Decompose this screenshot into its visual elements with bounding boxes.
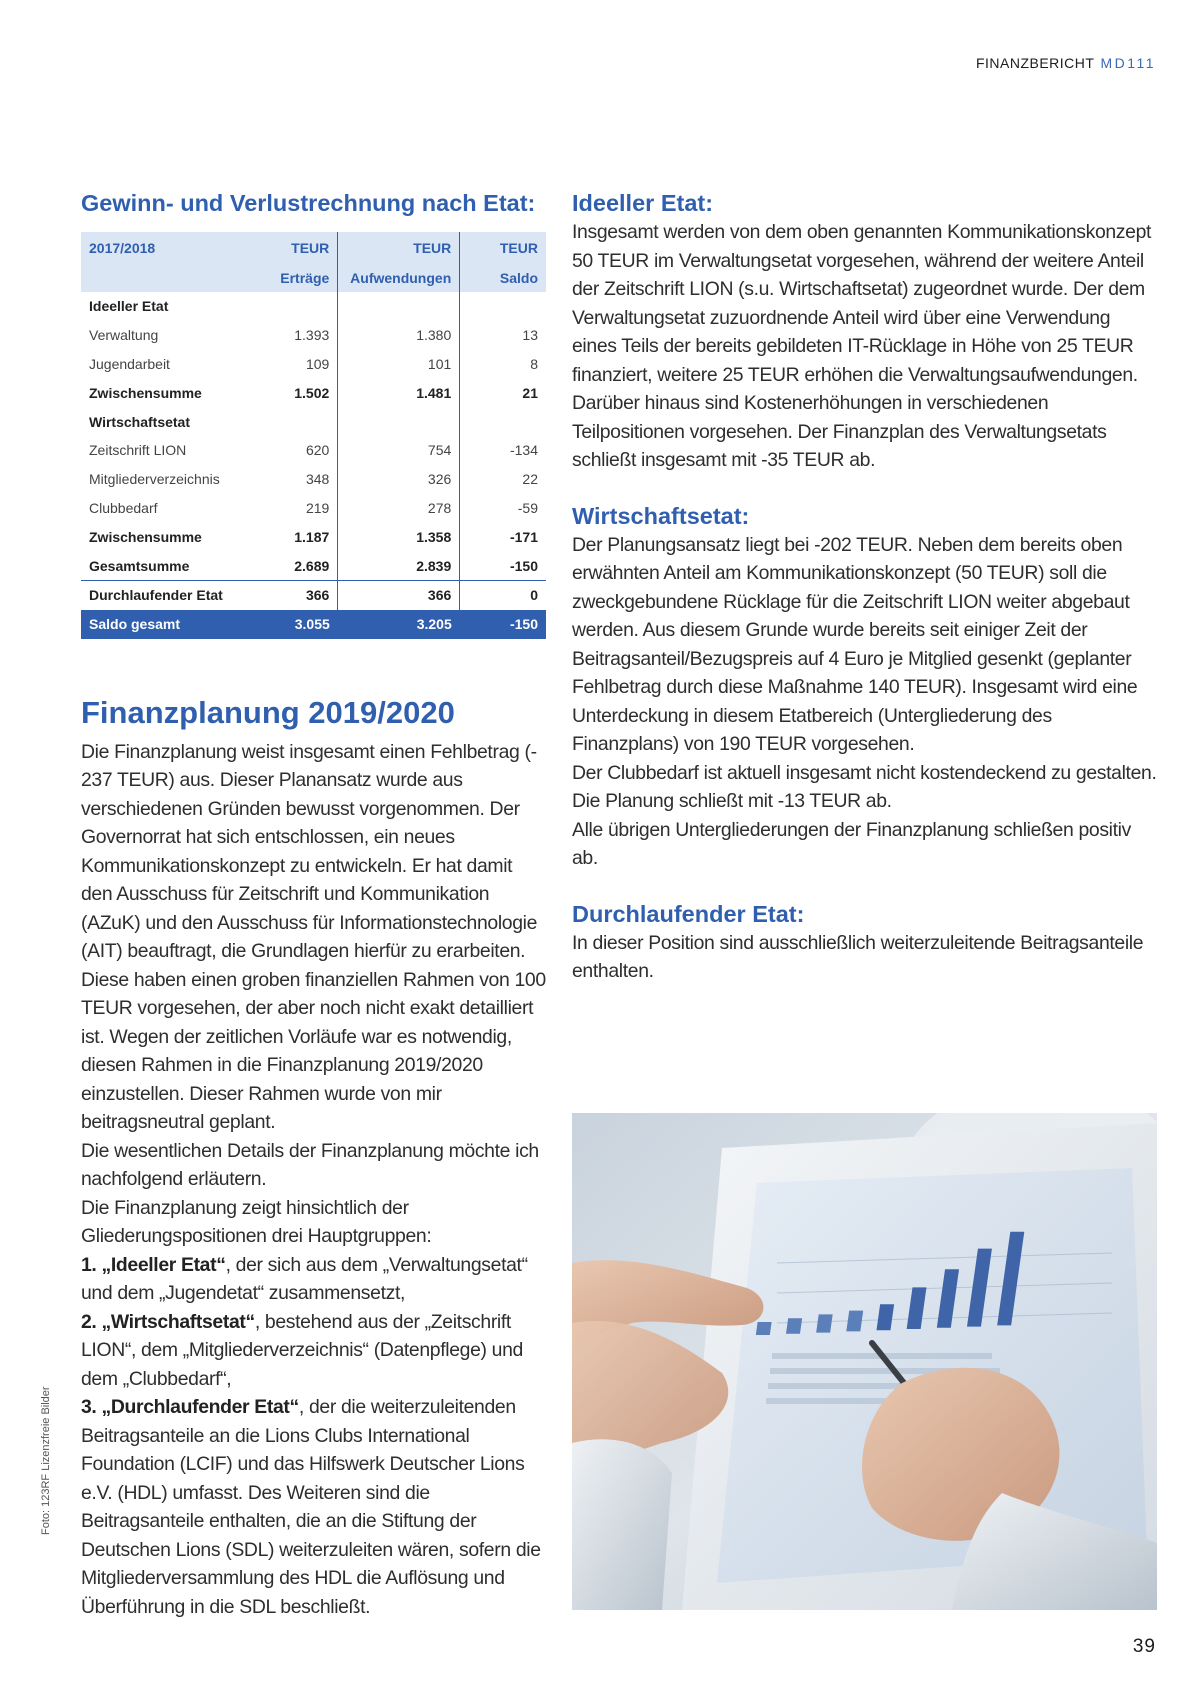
profit-loss-table xyxy=(81,232,546,639)
table-row: Zwischensumme 1.502 1.481 21 xyxy=(81,378,546,407)
col-aufwendungen: Aufwendungen xyxy=(338,264,460,292)
table-row: Durchlaufender Etat 366 366 0 xyxy=(81,580,546,609)
wirtschaft-title: Wirtschaftsetat: xyxy=(572,502,750,529)
finanzplanung-paragraph-3: Die Finanzplanung zeigt hinsichtlich der Gliederungspositionen drei Hauptgruppen: xyxy=(81,1196,432,1248)
finanzplanung-paragraph-1: Die Finanzplanung weist insgesamt einen Fehlbetrag (- 237 TEUR) aus. Dieser Planansatz wurde aus verschiedenen Gründen bewusst vorgenommen. Der Governorrat hat sich entschlossen, ein neues Kommunikationskonzept zu entwickeln. Er hat damit den Ausschuss für Zeitschrift und Kommunikation (AZuK) und den Ausschuss für Informationstechnologie (AIT) beauftragt, die Grundlagen hierfür zu erarbeiten. Diese haben einen groben finanziellen Rahmen von 100 TEUR vorgesehen, der aber noch nicht exakt detailliert ist. Wegen der zeitlichen Vorläufe war es notwendig, diesen Rahmen in die Finanzplanung 2019/2020 einzustellen. Dieser Rahmen wurde von mir beitragsneutral geplant. xyxy=(81,740,546,1134)
ideeller-title: Ideeller Etat: xyxy=(572,190,714,216)
chart-bar xyxy=(756,1322,772,1335)
chart-bar xyxy=(846,1311,863,1332)
table-heading: Gewinn- und Verlustrechnung nach Etat: xyxy=(81,190,536,216)
table-row: Clubbedarf 219 278 -59 xyxy=(81,494,546,523)
list-item-3: 3. „Durchlaufender Etat“, der die weiterzuleitenden Beitragsanteile an die Lions Clubs International Foundation (LCIF) und das Hilfswerk Deutscher Lions e.V. (HDL) umfasst. Des Weiteren sind die Beitragsanteile enthalten, die an die Stiftung der Deutschen Lions (SDL) weiterzuleiten wären, sofern die Mitgliederversammlung des HDL die Auflösung und Überführung in die SDL beschließt. xyxy=(81,1396,541,1618)
list-item-1: 1. „Ideeller Etat“, der sich aus dem „Verwaltungsetat“ und dem „Jugendetat“ zusammensetzt, xyxy=(81,1253,528,1305)
running-header xyxy=(976,55,1156,71)
unit-header-ertraege: TEUR xyxy=(259,232,338,264)
left-sleeve xyxy=(572,1439,672,1610)
col-saldo: Saldo xyxy=(460,264,546,292)
wirtschaft-paragraph-1: Der Planungsansatz liegt bei -202 TEUR. Neben dem bereits oben erwähnten Anteil am Kommunikationskonzept (50 TEUR) soll die zweckgebundene Rücklage für die Zeitschrift LION weiter abgebaut werden. Aus diesem Grunde wurde bereits seit einiger Zeit der Beitragsanteil/Bezugspreis auf 4 Euro je Mitglied gesenkt (geplanter Fehlbetrag durch diese Maßnahme 140 TEUR). Insgesamt wird eine Unterdeckung in diesem Etatbereich (Untergliederung des Finanzplans) von 190 TEUR vorgesehen. xyxy=(572,533,1138,755)
finanzplanung-title: Finanzplanung 2019/2020 xyxy=(81,694,455,730)
wirtschaft-paragraph-2: Der Clubbedarf ist aktuell insgesamt nicht kostendeckend zu gestalten. Die Planung schließt mit -13 TEUR ab. xyxy=(572,761,1157,812)
ideeller-text: Insgesamt werden von dem oben genannten Kommunikationskonzept 50 TEUR im Verwaltungsetat vorgesehen, während der weitere Anteil der Zeitschrift LION (s.u. Wirtschaftsetat) zugeordnet wurde. Der dem Verwaltungsetat zuzuordnende Anteil wird über eine Verwendung eines Teils der bereits gebildeten IT-Rücklage in Höhe von 25 TEUR finanziert, weitere 25 TEUR erhöhen die Verwaltungsaufwendungen. Darüber hinaus sind Kostenerhöhungen in verschiedenen Teilpositionen vorgesehen. Der Finanzplan des Verwaltungsetats schließt insgesamt mit -35 TEUR ab. xyxy=(572,221,1152,471)
chart-bar xyxy=(786,1318,802,1334)
unit-header-aufwendungen: TEUR xyxy=(338,232,460,264)
tablet-illustration xyxy=(572,1113,1157,1610)
year-header: 2017/2018 xyxy=(81,232,259,264)
table-row: Zwischensumme 1.187 1.358 -171 xyxy=(81,522,546,551)
finanzplanung-paragraph-2: Die wesentlichen Details der Finanzplanung möchte ich nachfolgend erläutern. xyxy=(81,1139,539,1191)
table-row: Ideeller Etat xyxy=(81,292,546,321)
wirtschaft-paragraph-3: Alle übrigen Untergliederungen der Finanzplanung schließen positiv ab. xyxy=(572,818,1131,869)
durchlauf-title: Durchlaufender Etat: xyxy=(572,900,805,927)
left-column xyxy=(81,188,546,1621)
table-row: Verwaltung 1.393 1.380 13 xyxy=(81,321,546,350)
table-row: Jugendarbeit 109 101 8 xyxy=(81,350,546,379)
table-row: Wirtschaftsetat xyxy=(81,407,546,436)
page-number: 39 xyxy=(1132,1636,1156,1657)
table-row: Mitgliederverzeichnis 348 326 22 xyxy=(81,465,546,494)
table-row: Gesamtsumme 2.689 2.839 -150 xyxy=(81,551,546,580)
list-item-2: 2. „Wirtschaftsetat“, bestehend aus der „Zeitschrift LION“, dem „Mitgliederverzeichnis“ (Datenpflege) und dem „Clubbedarf“, xyxy=(81,1310,523,1390)
right-column xyxy=(572,188,1157,986)
header-code: MD111 xyxy=(1100,55,1156,71)
table-row: Zeitschrift LION 620 754 -134 xyxy=(81,436,546,465)
header-title: FINANZBERICHT xyxy=(975,55,1095,71)
unit-header-saldo: TEUR xyxy=(460,232,546,264)
table-subheader-row xyxy=(81,264,546,292)
durchlauf-text: In dieser Position sind ausschließlich weiterzuleitende Beitragsanteile enthalten. xyxy=(572,931,1144,982)
photo-credit: Foto: 123RF Lizenzfreie Bilder xyxy=(40,1386,52,1535)
tablet-photo xyxy=(572,1113,1157,1610)
chart-bar xyxy=(816,1314,833,1332)
col-ertraege: Erträge xyxy=(259,264,338,292)
table-header-row xyxy=(81,232,546,264)
table-total-row: Saldo gesamt 3.055 3.205 -150 xyxy=(81,610,546,639)
